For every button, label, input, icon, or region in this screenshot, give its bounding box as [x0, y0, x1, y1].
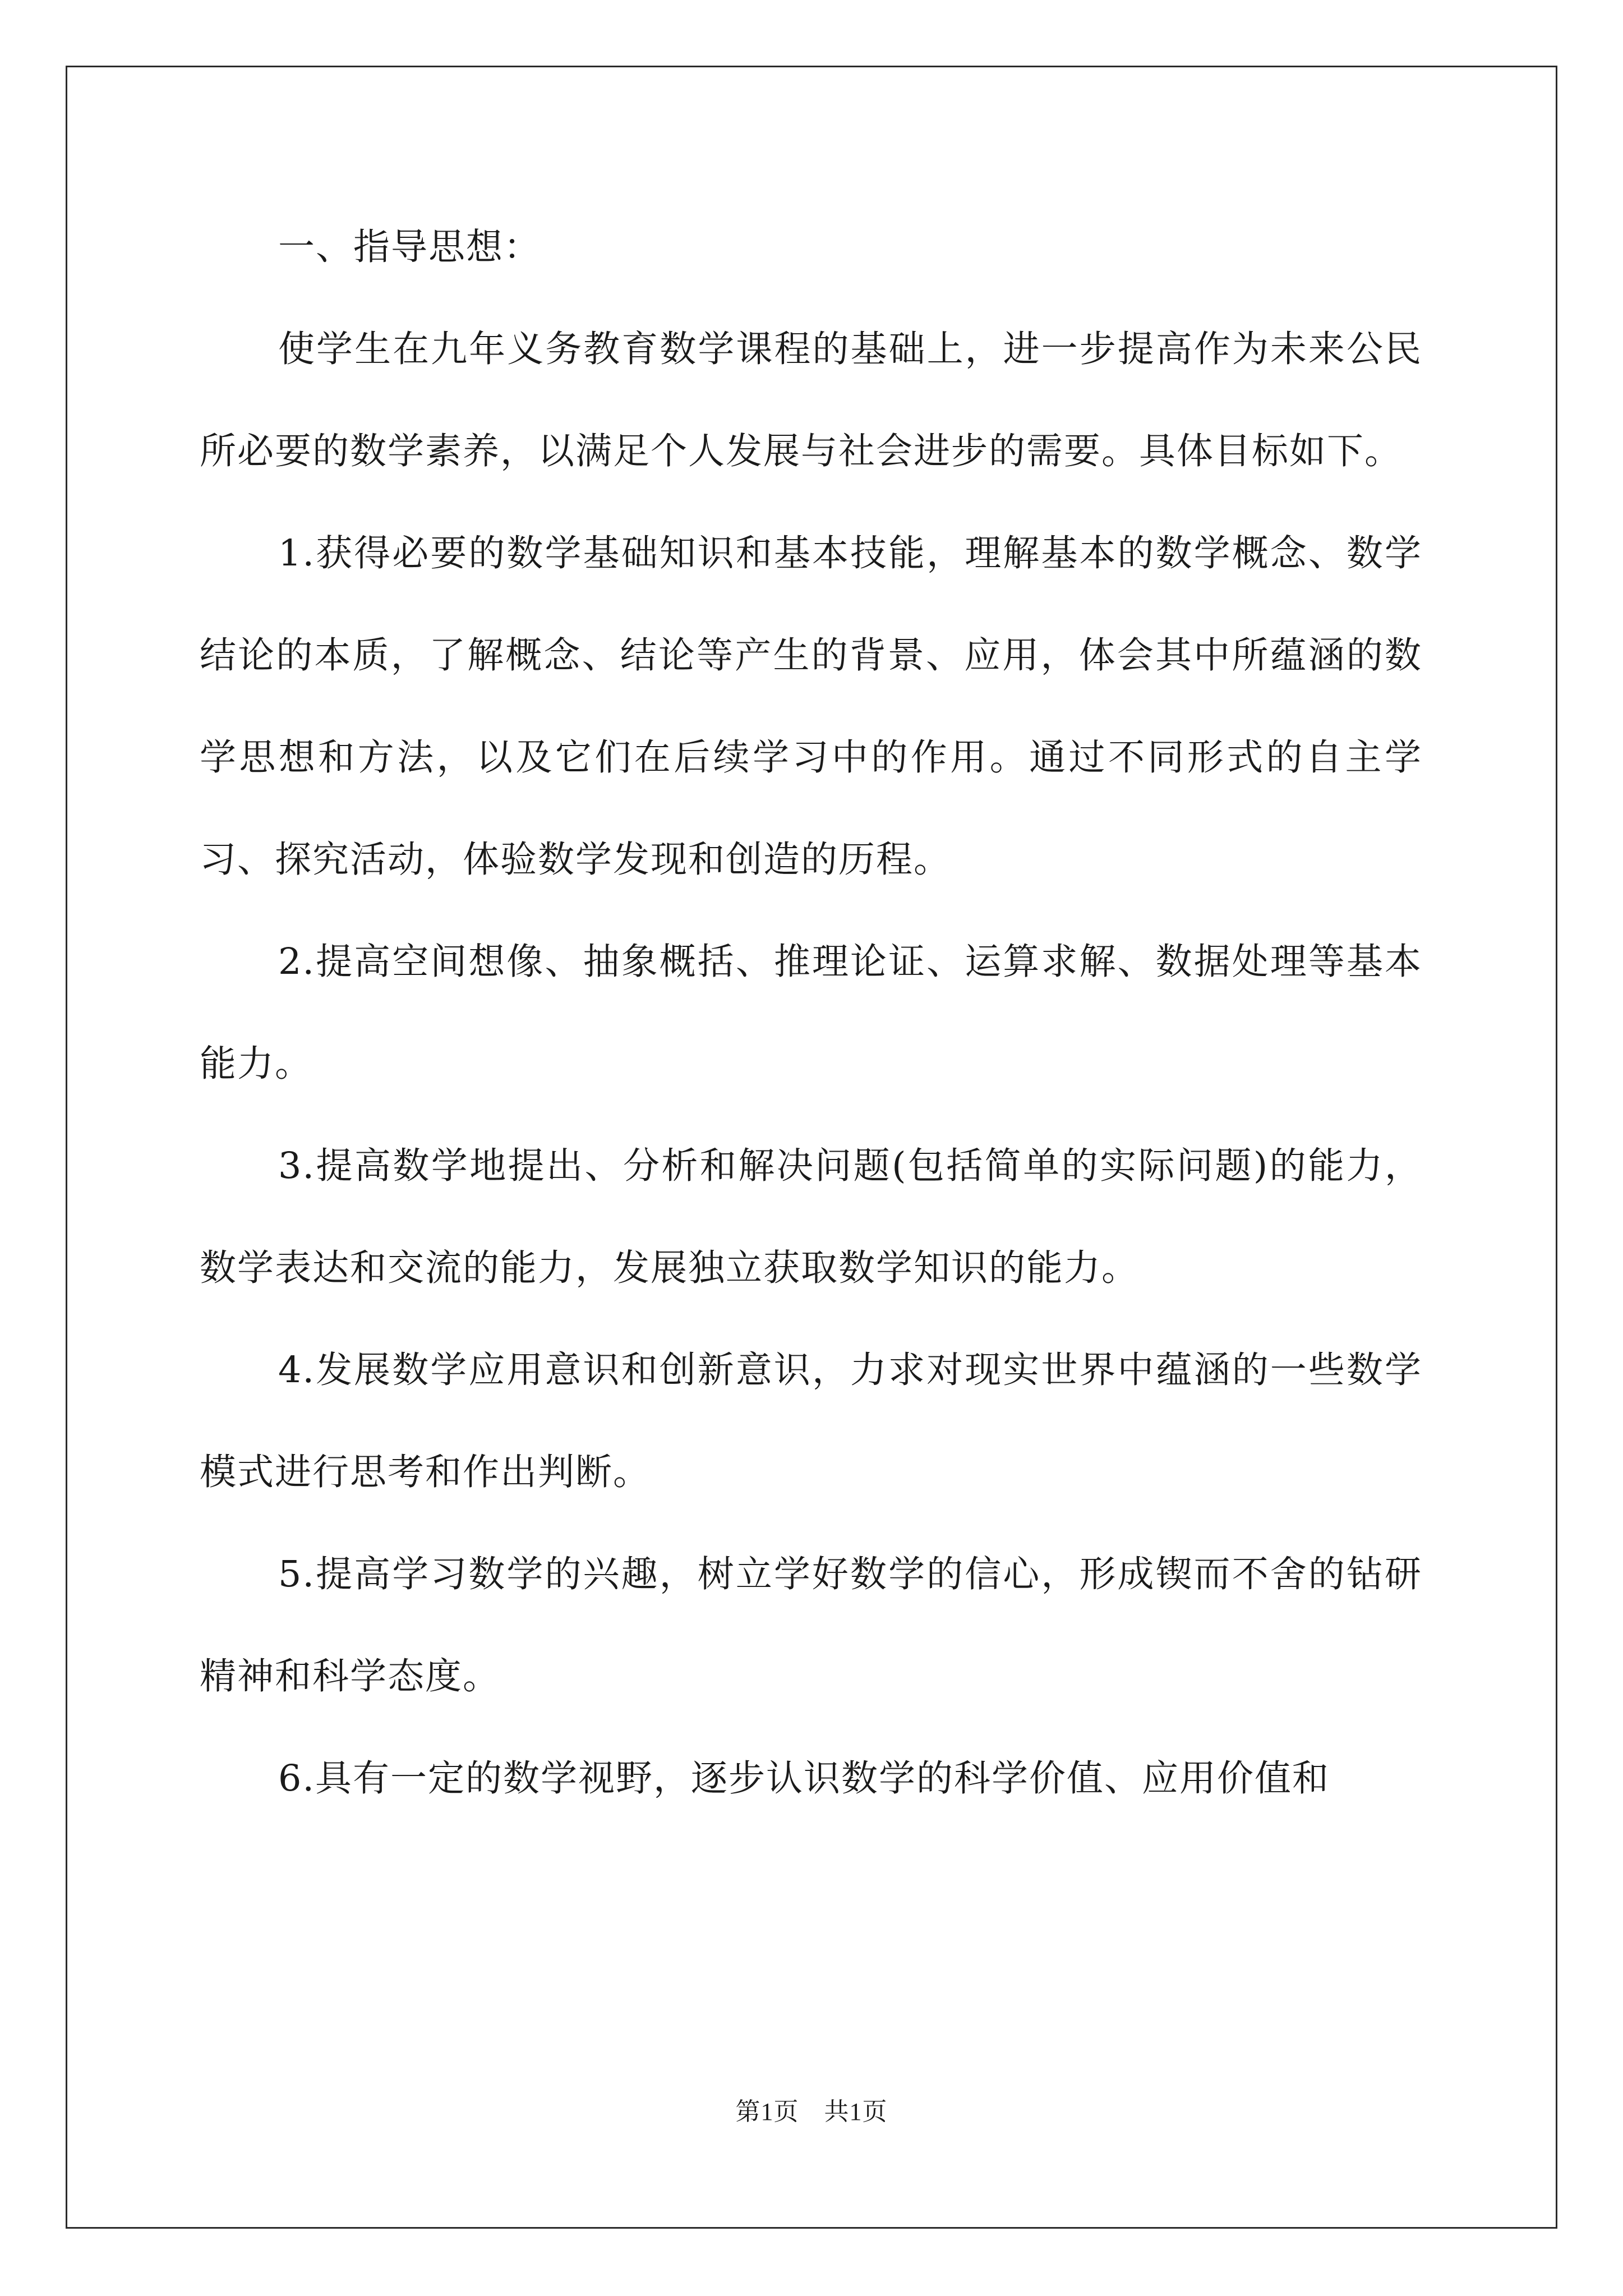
paragraph-item-1: 1.获得必要的数学基础知识和基本技能，理解基本的数学概念、数学结论的本质，了解概念、结论等产生的背景、应用，体会其中所蕴涵的数学思想和方法，以及它们在后续学习中的作用。通过不同形式的自主学习、探究活动，体验数学发现和创造的历程。 [200, 532, 1422, 881]
document-body [200, 196, 1422, 1830]
paragraph-item-5: 5.提高学习数学的兴趣，树立学好数学的信心，形成锲而不舍的钻研精神和科学态度。 [200, 1553, 1422, 1697]
paragraph-intro: 使学生在九年义务教育数学课程的基础上，进一步提高作为未来公民所必要的数学素养，以满足个人发展与社会进步的需要。具体目标如下。 [200, 328, 1422, 472]
paragraph-item-3: 3.提高数学地提出、分析和解决问题(包括简单的实际问题)的能力，数学表达和交流的能力，发展独立获取数学知识的能力。 [200, 1145, 1422, 1289]
paragraph-item-4: 4.发展数学应用意识和创新意识，力求对现实世界中蕴涵的一些数学模式进行思考和作出判断。 [200, 1349, 1422, 1493]
paragraph-item-2: 2.提高空间想像、抽象概括、推理论证、运算求解、数据处理等基本能力。 [200, 941, 1422, 1085]
page-number-footer: 第1页 共1页 [735, 2098, 888, 2125]
section-heading: 一、指导思想： [278, 226, 542, 268]
paragraph-item-6: 6.具有一定的数学视野，逐步认识数学的科学价值、应用价值和 [278, 1757, 1330, 1800]
